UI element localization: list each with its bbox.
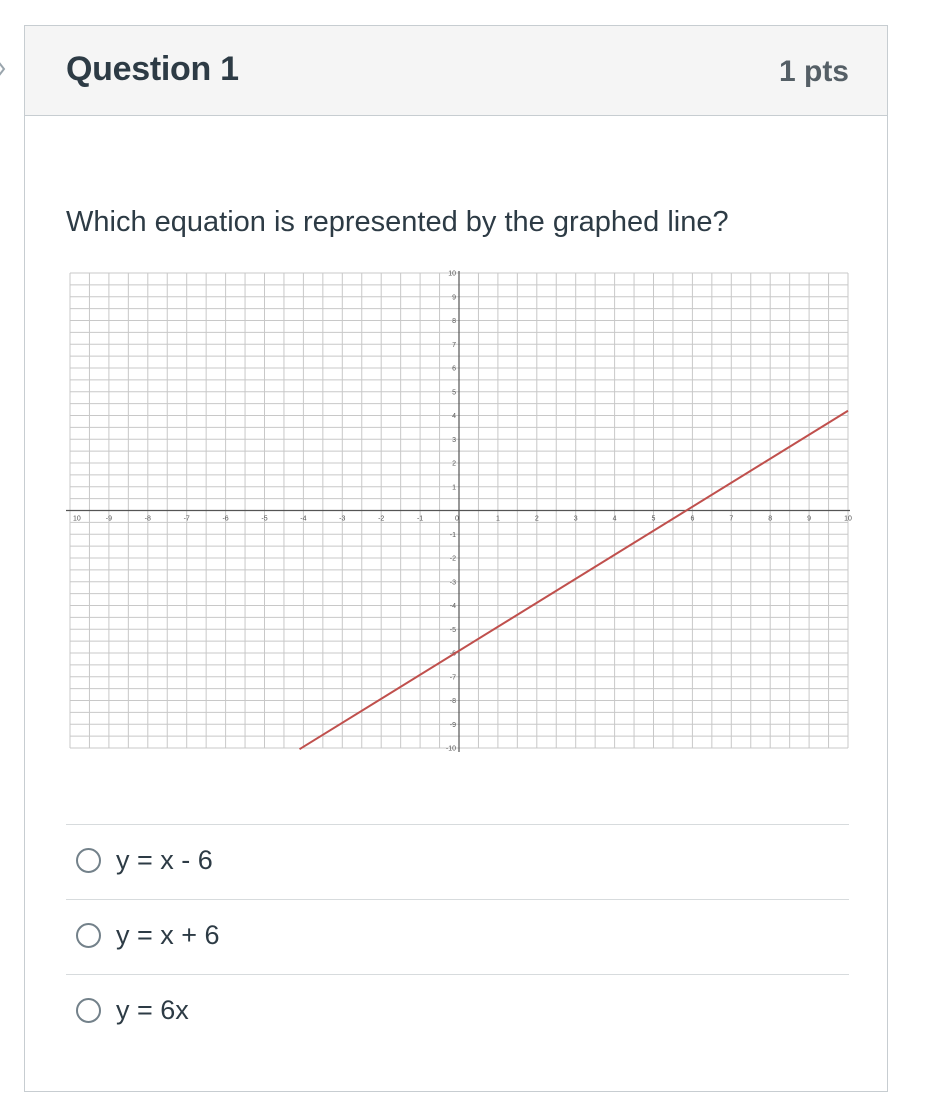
x-tick-label: 9 <box>807 515 812 523</box>
x-tick-label: 7 <box>729 515 734 523</box>
y-tick-label: -8 <box>449 698 456 705</box>
x-tick-label: 10 <box>844 515 852 523</box>
x-tick-label: -3 <box>339 515 346 523</box>
answer-label: y = 6x <box>116 995 189 1025</box>
y-tick-label: 3 <box>452 436 456 444</box>
radio-button[interactable] <box>76 923 101 948</box>
y-tick-label: 4 <box>452 413 456 420</box>
question-points: 1 pts <box>778 55 849 88</box>
answer-option-3[interactable] <box>66 974 849 1049</box>
question-card <box>24 25 888 1092</box>
radio-button[interactable] <box>76 998 101 1023</box>
x-tick-label: 5 <box>651 515 656 523</box>
graphed-line <box>300 411 848 749</box>
y-tick-label: -7 <box>449 674 456 682</box>
y-tick-label: 10 <box>448 270 456 278</box>
x-tick-label: 4 <box>612 515 617 523</box>
x-tick-label: 3 <box>573 515 578 523</box>
radio-button[interactable] <box>76 848 101 873</box>
x-tick-label: -9 <box>105 515 113 523</box>
question-title: Question 1 <box>66 50 239 88</box>
coordinate-graph <box>65 269 851 754</box>
x-tick-label: 6 <box>690 515 695 523</box>
answer-label: y = x + 6 <box>116 920 220 950</box>
answer-option-1[interactable] <box>66 824 849 899</box>
question-prompt: Which equation is represented by the graphed line? <box>66 206 729 238</box>
y-tick-label: -3 <box>449 579 456 587</box>
x-tick-label: 10 <box>73 515 81 523</box>
answer-label: y = x - 6 <box>116 845 213 875</box>
x-tick-label: 8 <box>768 515 773 523</box>
y-tick-label: 1 <box>452 484 456 492</box>
x-tick-label: -1 <box>416 515 424 523</box>
y-tick-label: -9 <box>449 721 456 729</box>
x-tick-label: -8 <box>144 515 151 523</box>
y-tick-label: 8 <box>452 318 456 325</box>
y-tick-label: 6 <box>452 365 456 373</box>
y-tick-label: -1 <box>449 531 456 539</box>
answer-option-2[interactable] <box>66 899 849 974</box>
answer-list <box>66 824 849 1049</box>
question-header <box>25 26 887 116</box>
chevron-right-icon[interactable] <box>0 58 6 80</box>
y-tick-label: 7 <box>452 341 456 349</box>
x-tick-label: -7 <box>183 515 190 523</box>
y-tick-label: -5 <box>449 626 456 634</box>
x-tick-label: -6 <box>222 515 229 523</box>
y-tick-label: -4 <box>449 603 456 610</box>
y-tick-label: 2 <box>452 460 456 468</box>
x-tick-label: 1 <box>495 515 500 523</box>
x-tick-label: -5 <box>261 515 268 523</box>
y-tick-label: -10 <box>445 745 456 753</box>
y-tick-label: -2 <box>449 555 456 563</box>
x-tick-label: 2 <box>534 515 539 523</box>
x-tick-label: -2 <box>378 515 385 523</box>
y-tick-label: 5 <box>452 389 456 397</box>
x-tick-label: -4 <box>300 515 307 523</box>
y-tick-label: -6 <box>449 650 456 658</box>
y-tick-label: 9 <box>452 294 456 302</box>
x-tick-label: 0 <box>455 515 459 523</box>
